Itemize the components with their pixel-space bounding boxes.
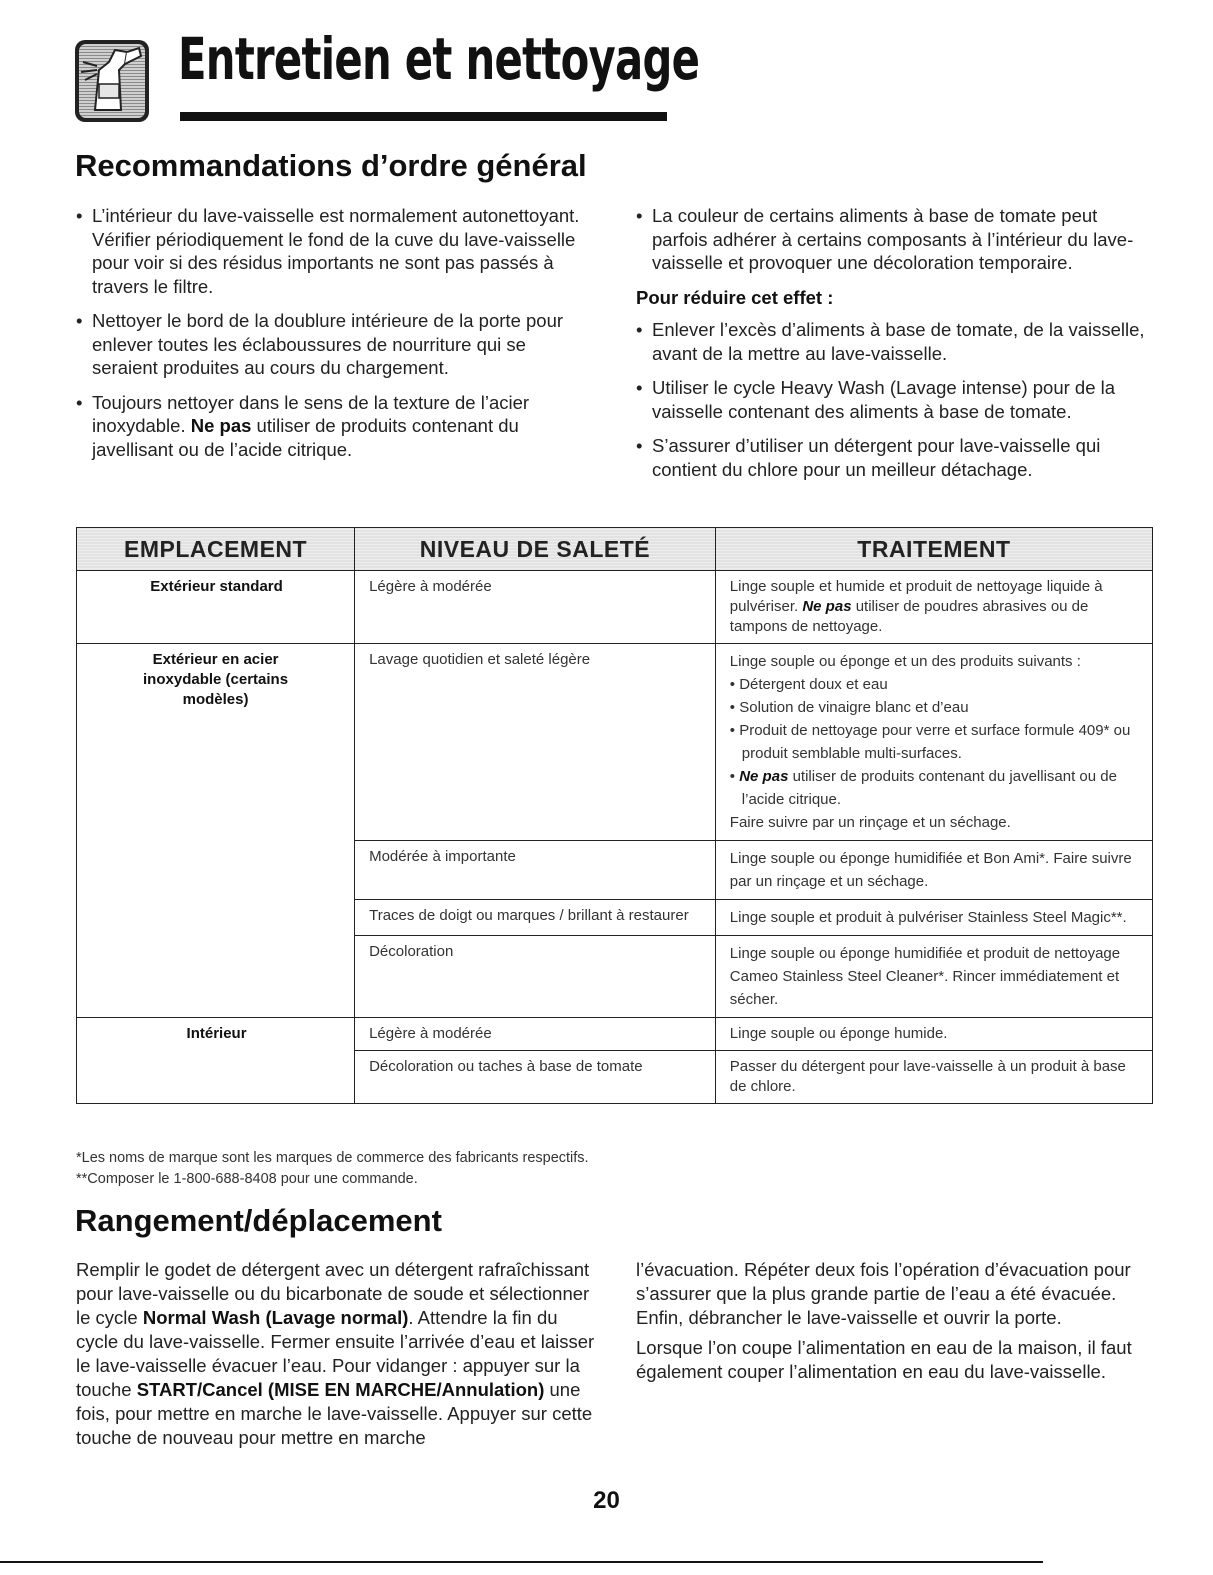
table-row: [77, 1018, 1153, 1051]
table-row: [77, 644, 1153, 841]
list-item: [76, 391, 596, 462]
location-cell-empty: [77, 936, 355, 1018]
text-run: Linge souple et humide et produit de nettoyage liquide à pulvériser.: [729, 578, 1103, 615]
treatment-cell: Linge souple ou éponge humide.: [715, 1018, 1152, 1051]
warning-bold: Ne pas: [190, 415, 252, 436]
location-cell-empty: [77, 900, 355, 936]
table-row: [77, 1051, 1153, 1104]
table-row: [77, 571, 1153, 644]
text-run: utiliser de produits contenant du javellisant ou de l’acide citrique.: [741, 768, 1117, 808]
treatment-cell: Linge souple et produit à pulvériser Stainless Steel Magic**.: [715, 900, 1152, 936]
text-run: . Attendre la fin du cycle du lave-vaisselle. Fermer ensuite l’arrivée d’eau et laisser le lave-vaisselle évacuer l’eau. Pour vidanger : appuyer sur la touche: [76, 1307, 595, 1400]
table-row: [77, 936, 1153, 1018]
text-run: Toujours nettoyer dans le sens de la texture de l’acier inoxydable.: [92, 391, 530, 436]
level-cell: Légère à modérée: [355, 571, 716, 644]
cycle-name: Normal Wash (Lavage normal): [142, 1307, 409, 1328]
list-item: • Nettoyer le bord de la doublure intérieure de la porte pour enlever toutes les éclaboussures de nourriture qui se seraient produites au cours du chargement.: [76, 309, 596, 380]
list-item: • La couleur de certains aliments à base de tomate peut parfois adhérer à certains composants à l’intérieur du lave-vaisselle et provoquer une décoloration temporaire.: [636, 204, 1156, 275]
table-header-row: [77, 528, 1153, 571]
level-cell: Décoloration ou taches à base de tomate: [355, 1051, 716, 1104]
text-run: utiliser de produits contenant du javellisant ou de l’acide citrique.: [92, 415, 519, 460]
list-item: • Utiliser le cycle Heavy Wash (Lavage intense) pour de la vaisselle contenant des aliments à base de tomate.: [636, 376, 1156, 423]
header-treatment: TRAITEMENT: [715, 528, 1152, 571]
table-row: [77, 900, 1153, 936]
header-soil-level: NIVEAU DE SALETÉ: [355, 528, 716, 571]
treatment-cell: Linge souple ou éponge humidifiée et produit de nettoyage Cameo Stainless Steel Cleaner*. Rincer immédiatement et sécher.: [715, 936, 1152, 1018]
storage-heading: Rangement/déplacement: [75, 1203, 442, 1238]
treatment-cell: [715, 644, 1152, 841]
footnote: *Les noms de marque sont les marques de commerce des fabricants respectifs.: [76, 1150, 589, 1166]
list-item: • S’assurer d’utiliser un détergent pour lave-vaisselle qui contient du chlore pour un meilleur détachage.: [636, 434, 1156, 481]
location-cell: Extérieur en acier inoxydable (certains modèles): [77, 644, 355, 841]
level-cell: Décoloration: [355, 936, 716, 1018]
storage-paragraph: [76, 1258, 596, 1450]
page-title: Entretien et nettoyage: [178, 25, 700, 93]
storage-paragraph: Lorsque l’on coupe l’alimentation en eau de la maison, il faut également couper l’alimentation en eau du lave-vaisselle.: [636, 1337, 1132, 1382]
button-name: START/Cancel (MISE EN MARCHE/Annulation): [136, 1379, 545, 1400]
text-run: utiliser de poudres abrasives ou de tampons de nettoyage.: [729, 598, 1089, 635]
treatment-cell: [715, 571, 1152, 644]
treatment-cell: Passer du détergent pour lave-vaisselle à un produit à base de chlore.: [715, 1051, 1152, 1104]
location-cell-empty: [77, 1051, 355, 1104]
storage-right-column: [636, 1258, 1156, 1390]
location-cell: Extérieur standard: [77, 571, 355, 644]
location-cell-empty: [77, 841, 355, 900]
treatment-intro: Linge souple ou éponge et un des produits suivants :: [729, 653, 1081, 670]
treatment-outro: Faire suivre par un rinçage et un séchage.: [729, 814, 1011, 831]
title-underline: [180, 112, 667, 121]
level-cell: Lavage quotidien et saleté légère: [355, 644, 716, 841]
warning-bold: Ne pas: [802, 598, 852, 615]
text-run: Remplir le godet de détergent avec un détergent rafraîchissant pour lave-vaisselle ou du bicarbonate de soude et sélectionner le cycle: [76, 1259, 590, 1328]
level-cell: Légère à modérée: [355, 1018, 716, 1051]
storage-left-column: [76, 1258, 596, 1450]
cleaning-table: [76, 527, 1153, 1104]
level-cell: Modérée à importante: [355, 841, 716, 900]
storage-paragraph: l’évacuation. Répéter deux fois l’opération d’évacuation pour s’assurer que la plus grande partie de l’eau a été évacuée. Enfin, débrancher le lave-vaisselle et ouvrir la porte.: [636, 1259, 1131, 1328]
page-number: 20: [593, 1487, 620, 1514]
bottom-rule: [0, 1561, 1043, 1563]
bullet-mark: •: [729, 768, 740, 785]
treatment-cell: Linge souple ou éponge humidifiée et Bon Ami*. Faire suivre par un rinçage et un séchage.: [715, 841, 1152, 900]
list-item: • L’intérieur du lave-vaisselle est normalement autonettoyant. Vérifier périodiquement le fond de la cuve du lave-vaisselle pour voir si des résidus importants ne sont pas passés à travers le filtre.: [76, 204, 596, 298]
location-cell: Intérieur: [77, 1018, 355, 1051]
general-left-column: [76, 204, 596, 472]
warning-bold: Ne pas: [739, 768, 789, 785]
list-item: • Enlever l’excès d’aliments à base de tomate, de la vaisselle, avant de la mettre au lave-vaisselle.: [636, 318, 1156, 365]
subheading: Pour réduire cet effet :: [636, 286, 834, 308]
treatment-bullet: • Produit de nettoyage pour verre et surface formule 409* ou produit semblable multi-surfaces.: [729, 722, 1131, 762]
header-location: EMPLACEMENT: [77, 528, 355, 571]
general-heading: Recommandations d’ordre général: [75, 148, 587, 183]
text-run: une fois, pour mettre en marche le lave-vaisselle. Appuyer sur cette touche de nouveau pour mettre en marche: [76, 1379, 593, 1448]
level-cell: Traces de doigt ou marques / brillant à restaurer: [355, 900, 716, 936]
general-right-column: [636, 204, 1156, 492]
treatment-bullet: [730, 765, 1140, 811]
treatment-bullet: • Solution de vinaigre blanc et d’eau: [729, 699, 969, 716]
table-row: [77, 841, 1153, 900]
footnotes: [76, 1148, 589, 1190]
treatment-bullet: • Détergent doux et eau: [729, 676, 888, 693]
cleaning-spray-icon: [75, 40, 149, 122]
footnote: **Composer le 1-800-688-8408 pour une commande.: [76, 1171, 418, 1187]
